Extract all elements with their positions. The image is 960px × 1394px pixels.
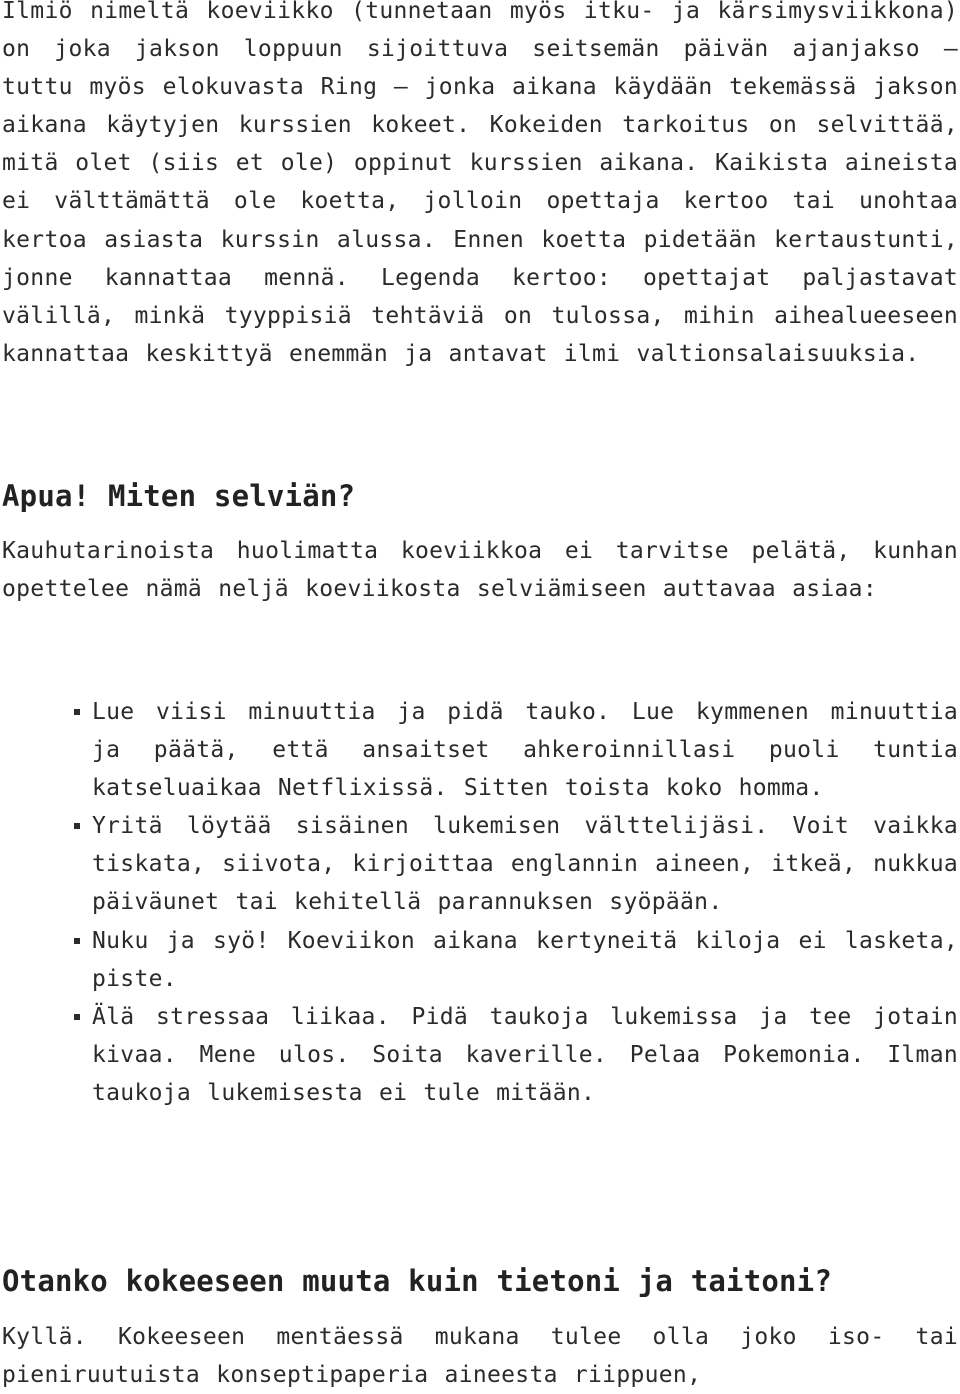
tips-list	[2, 693, 958, 1112]
list-item-text: Lue viisi minuuttia ja pidä tauko. Lue kymmenen minuuttia ja päätä, että ansaitset ahkeroinnillasi puoli tuntia katseluaikaa Netflixissä. Sitten toista koko homma.	[92, 699, 958, 802]
list-item	[2, 998, 958, 1112]
section-heading-help: Apua! Miten selviän?	[2, 479, 356, 513]
square-bullet-icon	[74, 938, 80, 944]
list-item-text: Nuku ja syö! Koeviikon aikana kertyneitä kiloja ei lasketa, piste.	[92, 927, 958, 992]
list-item-text: Älä stressaa liikaa. Pidä taukoja lukemissa ja tee jotain kivaa. Mene ulos. Soita kaverille. Pelaa Pokemonia. Ilman taukoja lukemisesta ei tule mitään.	[92, 1003, 958, 1106]
list-item-text: Yritä löytää sisäinen lukemisen välttelijäsi. Voit vaikka tiskata, siivota, kirjoittaa englannin aineen, itkeä, nukkua päiväunet tai kehitellä parannuksen syöpään.	[92, 813, 958, 916]
square-bullet-icon	[74, 1014, 80, 1020]
square-bullet-icon	[74, 709, 80, 715]
section-heading-exam: Otanko kokeeseen muuta kuin tietoni ja taitoni?	[2, 1264, 832, 1298]
square-bullet-icon	[74, 823, 80, 829]
help-paragraph: Kauhutarinoista huolimatta koeviikkoa ei tarvitse pelätä, kunhan opettelee nämä neljä koeviikosta selviämiseen auttavaa asiaa:	[2, 538, 958, 603]
list-item	[2, 807, 958, 921]
exam-paragraph: Kyllä. Kokeeseen mentäessä mukana tulee olla joko iso- tai pieniruutuista konseptipaperia aineesta riippuen,	[2, 1324, 958, 1389]
list-item	[2, 922, 958, 998]
list-item	[2, 693, 958, 807]
intro-paragraph: Ilmiö nimeltä koeviikko (tunnetaan myös itku- ja kärsimysviikkona) on joka jakson loppuun sijoittuva seitsemän päivän ajanjakso – tuttu myös elokuvasta Ring – jonka aikana käydään tekemässä jakson aikana käytyjen kurssien kokeet. Kokeiden tarkoitus on selvittää, mitä olet (siis et ole) oppinut kurssien aikana. Kaikista aineista ei välttämättä ole koetta, jolloin opettaja kertoo tai unohtaa kertoa asiasta kurssin alussa. Ennen koetta pidetään kertaustunti, jonne kannattaa mennä. Legenda kertoo: opettajat paljastavat välillä, minkä tyyppisiä tehtäviä on tulossa, mihin aihealueeseen kannattaa keskittyä enemmän ja antavat ilmi valtionsalaisuuksia.	[2, 0, 958, 367]
